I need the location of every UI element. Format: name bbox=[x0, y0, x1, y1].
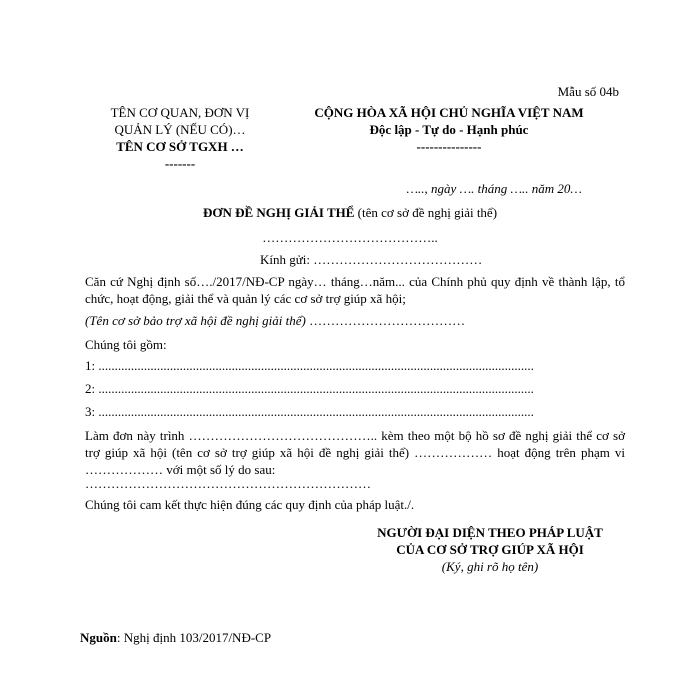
source-label: Nguồn bbox=[80, 630, 117, 645]
members-heading: Chúng tôi gồm: bbox=[85, 337, 167, 352]
national-separator: --------------- bbox=[416, 139, 482, 154]
national-motto: Độc lập - Tự do - Hạnh phúc bbox=[369, 122, 529, 137]
member-line-1: 1: ...................................................................................................................................... bbox=[85, 358, 534, 373]
source-line bbox=[80, 630, 271, 646]
signature-block bbox=[340, 524, 640, 575]
member-line-2: 2: ...................................................................................................................................... bbox=[85, 381, 534, 396]
recipient-line: Kính gửi: ………………………………… bbox=[260, 252, 483, 267]
date-line: ….., ngày …. tháng ….. năm 20… bbox=[406, 181, 582, 196]
title-main: ĐƠN ĐỀ NGHỊ GIẢI THỂ bbox=[202, 205, 355, 220]
title-dots: ………………………………….. bbox=[262, 230, 438, 245]
agency-line-2: QUẢN LÝ (NẾU CÓ)… bbox=[114, 122, 246, 137]
agency-separator: ------- bbox=[164, 156, 196, 171]
national-title: CỘNG HÒA XÃ HỘI CHỦ NGHĨA VIỆT NAM bbox=[314, 105, 584, 120]
facility-name-label: (Tên cơ sở bảo trợ xã hội đề nghị giải thể) bbox=[85, 313, 306, 328]
national-header bbox=[283, 104, 615, 155]
legal-basis-paragraph: Căn cứ Nghị định số…./2017/NĐ-CP ngày… tháng…năm... của Chính phủ quy định về thành lập, tổ chức, hoạt động, giải thể và quản lý các cơ sở trợ giúp xã hội; bbox=[85, 274, 625, 306]
request-paragraph: Làm đơn này trình …………………………………….. kèm theo một bộ hồ sơ đề nghị giải thể cơ sở trợ giúp xã hội (tên cơ sở trợ giúp xã hội đề nghị giải thể) ……………… hoạt động trên phạm vi ……………… với một số lý do sau: bbox=[85, 428, 625, 477]
source-text: : Nghị định 103/2017/NĐ-CP bbox=[116, 630, 272, 645]
reason-dotted-line: ………………………………………………………… bbox=[85, 476, 371, 491]
title-note: (tên cơ sở đề nghị giải thể) bbox=[354, 205, 498, 220]
form-number: Mẫu số 04b bbox=[557, 84, 619, 99]
signature-title-1: NGƯỜI ĐẠI DIỆN THEO PHÁP LUẬT bbox=[377, 525, 603, 540]
facility-name-line bbox=[85, 313, 465, 329]
facility-name: TÊN CƠ SỞ TGXH … bbox=[116, 139, 244, 154]
agency-header bbox=[80, 104, 280, 172]
member-line-3: 3: ...................................................................................................................................... bbox=[85, 404, 534, 419]
signature-title-2: CỦA CƠ SỞ TRỢ GIÚP XÃ HỘI bbox=[396, 542, 584, 557]
document-title bbox=[0, 205, 700, 221]
agency-line-1: TÊN CƠ QUAN, ĐƠN VỊ bbox=[110, 105, 250, 120]
signature-instruction: (Ký, ghi rõ họ tên) bbox=[441, 559, 539, 574]
commitment-line: Chúng tôi cam kết thực hiện đúng các quy định của pháp luật./. bbox=[85, 497, 415, 512]
facility-name-dots: ……………………………… bbox=[305, 313, 466, 328]
